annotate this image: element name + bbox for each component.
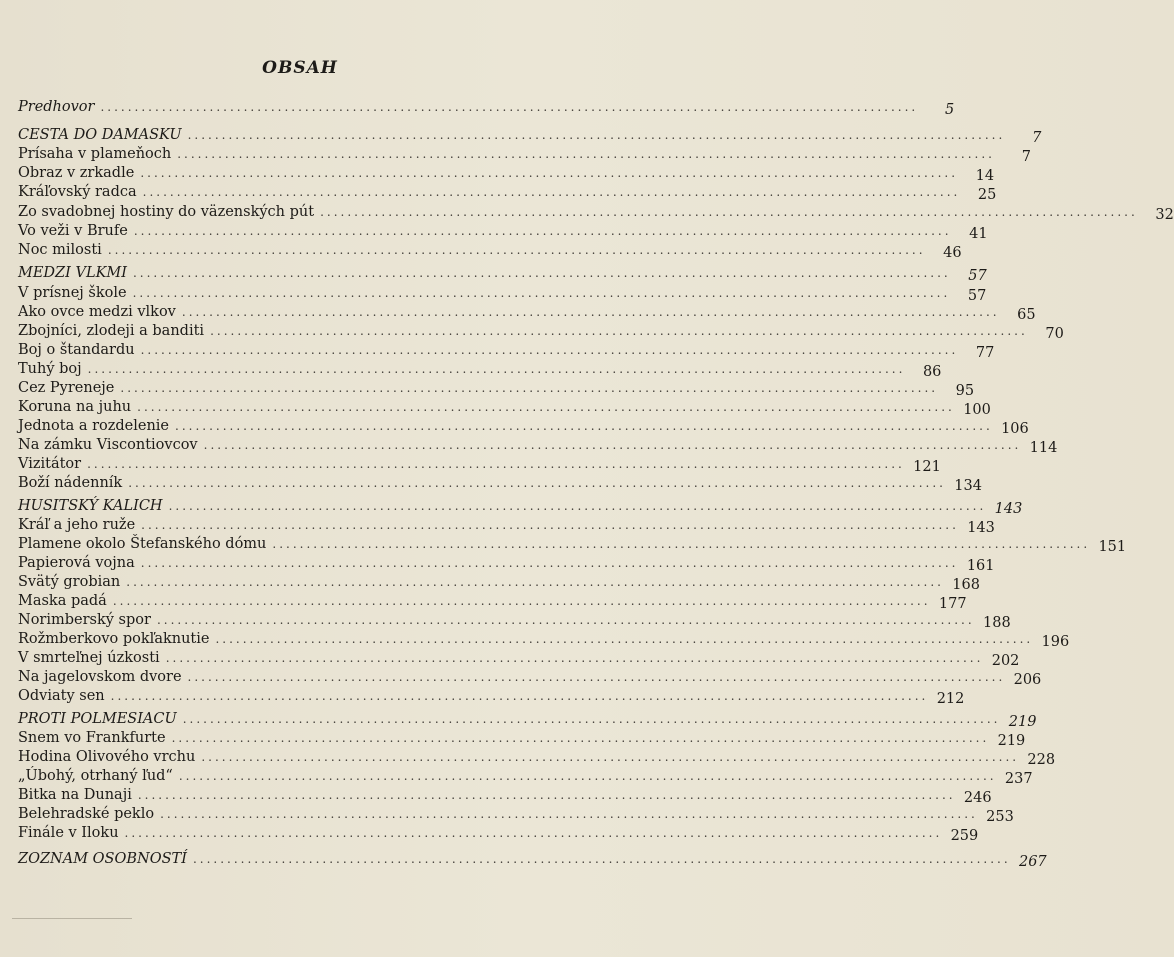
toc-entry-title: Odviaty sen	[18, 688, 105, 704]
toc-page-number: 7	[1021, 149, 1031, 165]
toc-entry-title: Kráľovský radca	[18, 184, 137, 200]
toc-page-number: 25	[977, 187, 997, 203]
toc-entry	[18, 339, 995, 361]
toc-entry	[18, 590, 967, 612]
dot-leader: ........................................................................................................................	[137, 788, 956, 802]
toc-entry-title: Svätý grobian	[18, 574, 121, 590]
dot-leader: ........................................................................................................................	[210, 324, 1028, 338]
toc-entry-title: Boží nádenník	[18, 475, 123, 491]
toc-page-number: 57	[968, 268, 987, 284]
toc-page-number: 65	[1017, 307, 1036, 323]
toc-entry	[18, 609, 1011, 631]
toc-page-number: 100	[963, 402, 991, 418]
dot-leader: ........................................................................................................................	[203, 438, 1022, 452]
dot-leader: ........................................................................................................................	[177, 147, 995, 161]
dot-leader: ........................................................................................................................	[140, 556, 959, 570]
toc-section-heading	[18, 495, 1023, 517]
toc-entry-title: Cez Pyreneje	[18, 380, 115, 396]
toc-section-heading	[18, 708, 1037, 730]
toc-entry-title: Hodina Olivového vrchu	[18, 749, 196, 765]
dot-leader: ........................................................................................................................	[171, 731, 990, 745]
toc-page-number: 143	[967, 520, 995, 536]
toc-entry	[18, 765, 1033, 787]
toc-entry-title: Prísaha v plameňoch	[18, 146, 172, 162]
toc-entry-title: PROTI POLMESIACU	[18, 711, 177, 727]
dot-leader: ........................................................................................................................	[156, 613, 975, 627]
toc-page-number: 206	[1013, 672, 1042, 688]
toc-entry	[18, 201, 1174, 223]
dot-leader: ........................................................................................................................	[100, 100, 919, 114]
dot-leader: ........................................................................................................................	[187, 670, 1006, 684]
toc-entry	[18, 666, 1042, 688]
dot-leader: ........................................................................................................................	[126, 575, 944, 589]
toc-entry-title: Na zámku Viscontiovcov	[18, 437, 198, 453]
dot-leader: ........................................................................................................................	[140, 343, 959, 357]
dot-leader: ........................................................................................................................	[181, 305, 1000, 319]
toc-entry	[18, 803, 1014, 825]
dot-leader: ........................................................................................................................	[107, 243, 926, 257]
toc-section-heading	[18, 262, 987, 284]
toc-entry-title: Boj o štandardu	[18, 342, 135, 358]
toc-page-number: 151	[1098, 539, 1127, 555]
dot-leader: ........................................................................................................................	[160, 807, 978, 821]
toc-entry	[18, 552, 995, 574]
toc-entry	[18, 220, 988, 242]
toc-entry-title: HUSITSKÝ KALICH	[18, 498, 163, 514]
toc-entry	[18, 514, 995, 536]
toc-page-number: 161	[966, 558, 995, 574]
dot-leader: ........................................................................................................................	[132, 286, 951, 300]
dot-leader: ........................................................................................................................	[168, 499, 987, 513]
toc-page-number: 57	[967, 288, 987, 304]
dot-leader: ........................................................................................................................	[137, 400, 955, 414]
toc-section-heading	[18, 848, 1047, 870]
toc-entry-title: Koruna na juhu	[18, 399, 132, 415]
toc-entry-title: CESTA DO DAMASKU	[18, 127, 182, 143]
dot-leader: ........................................................................................................................	[128, 476, 946, 490]
toc-entry-title: Kráľ a jeho ruže	[18, 517, 136, 533]
toc-entry	[18, 377, 975, 399]
toc-entry-title: Finále v Iloku	[18, 825, 119, 841]
toc-entry	[18, 415, 1029, 437]
toc-entry-title: Jednota a rozdelenie	[18, 418, 170, 434]
toc-entry-title: Vo veži v Brufe	[18, 223, 128, 239]
toc-section-heading	[18, 96, 955, 118]
toc-entry	[18, 301, 1036, 323]
toc-page-number: 86	[922, 364, 942, 380]
toc-page-number: 228	[1027, 752, 1056, 768]
dot-leader: ........................................................................................................................	[120, 381, 939, 395]
toc-page-number: 106	[1001, 421, 1029, 437]
toc-page-number: 14	[975, 168, 995, 184]
toc-entry	[18, 282, 987, 304]
toc-entry	[18, 320, 1064, 342]
toc-page-number: 121	[913, 459, 941, 475]
toc-page-number: 77	[975, 345, 995, 361]
toc-entry-title: „Úbohý, otrhaný ľud“	[18, 768, 173, 784]
dot-leader: ........................................................................................................................	[175, 419, 993, 433]
toc-entry	[18, 533, 1127, 555]
dot-leader: ........................................................................................................................	[192, 852, 1011, 866]
toc-entry	[18, 727, 1026, 749]
toc-page-number: 70	[1045, 326, 1064, 342]
toc-entry-title: Obraz v zrkadle	[18, 165, 135, 181]
toc-page-number: 168	[952, 577, 980, 593]
toc-entry	[18, 358, 942, 380]
dot-leader: ........................................................................................................................	[182, 712, 1001, 726]
toc-entry-title: V prísnej škole	[18, 285, 127, 301]
toc-page-number: 237	[1004, 771, 1033, 787]
toc-entry-title: Bitka na Dunaji	[18, 787, 132, 803]
toc-entry-title: Na jagelovskom dvore	[18, 669, 182, 685]
dot-leader: ........................................................................................................................	[87, 457, 905, 471]
toc-page-number: 95	[955, 383, 975, 399]
page-title: OBSAH	[262, 58, 338, 78]
dot-leader: ........................................................................................................................	[132, 266, 951, 280]
dot-leader: ........................................................................................................................	[178, 769, 997, 783]
toc-page-number: 212	[936, 691, 965, 707]
toc-page-number: 7	[1032, 130, 1042, 146]
dot-leader: ........................................................................................................................	[142, 185, 961, 199]
toc-page-number: 134	[954, 478, 982, 494]
footnote-rule	[12, 918, 132, 919]
dot-leader: ........................................................................................................................	[320, 205, 1138, 219]
toc-entry	[18, 472, 982, 494]
dot-leader: ........................................................................................................................	[87, 362, 906, 376]
toc-entry	[18, 571, 980, 593]
toc-entry-title: Ako ovce medzi vlkov	[18, 304, 176, 320]
toc-page-number: 188	[983, 615, 1011, 631]
toc-entry-title: Belehradské peklo	[18, 806, 155, 822]
dot-leader: ........................................................................................................................	[141, 518, 959, 532]
toc-entry-title: Plamene okolo Štefanského dómu	[18, 536, 267, 552]
toc-entry-title: MEDZI VLKMI	[18, 265, 127, 281]
toc-page-number: 219	[997, 733, 1026, 749]
toc-entry	[18, 784, 992, 806]
toc-page-number: 41	[969, 226, 988, 242]
toc-entry	[18, 746, 1056, 768]
toc-entry	[18, 685, 965, 707]
toc-entry-title: V smrteľnej úzkosti	[18, 650, 160, 666]
dot-leader: ........................................................................................................................	[187, 128, 1006, 142]
toc-entry-title: Zbojníci, zlodeji a banditi	[18, 323, 205, 339]
toc-page-number: 259	[950, 828, 979, 844]
dot-leader: ........................................................................................................................	[112, 594, 931, 608]
toc-page-number: 32	[1155, 207, 1174, 223]
dot-leader: ........................................................................................................................	[201, 750, 1020, 764]
toc-entry	[18, 628, 1070, 650]
toc-entry	[18, 453, 941, 475]
dot-leader: ........................................................................................................................	[110, 689, 929, 703]
toc-page-number: 196	[1041, 634, 1070, 650]
toc-entry	[18, 396, 991, 418]
toc-page-number: 267	[1018, 854, 1047, 870]
toc-entry	[18, 181, 997, 203]
dot-leader: ........................................................................................................................	[124, 826, 943, 840]
toc-page-number: 202	[991, 653, 1020, 669]
toc-entry-title: Rožmberkovo pokľaknutie	[18, 631, 210, 647]
dot-leader: ........................................................................................................................	[215, 632, 1034, 646]
toc-entry	[18, 647, 1020, 669]
toc-entry-title: Papierová vojna	[18, 555, 135, 571]
toc-entry-title: Norimberský spor	[18, 612, 151, 628]
toc-page-number: 143	[994, 501, 1023, 517]
dot-leader: ........................................................................................................................	[272, 537, 1091, 551]
toc-entry	[18, 162, 995, 184]
toc-entry-title: Noc milosti	[18, 242, 102, 258]
toc-entry-title: Maska padá	[18, 593, 107, 609]
toc-entry-title: Predhovor	[18, 99, 95, 115]
toc-page-number: 114	[1029, 440, 1058, 456]
toc-entry	[18, 143, 1031, 165]
toc-entry-title: Tuhý boj	[18, 361, 82, 377]
toc-page-number: 253	[986, 809, 1014, 825]
toc-page-number: 46	[943, 245, 962, 261]
dot-leader: ........................................................................................................................	[133, 224, 952, 238]
toc-page-number: 246	[963, 790, 992, 806]
toc-entry	[18, 239, 962, 261]
dot-leader: ........................................................................................................................	[165, 651, 984, 665]
toc-page-number: 177	[938, 596, 967, 612]
toc-entry-title: Snem vo Frankfurte	[18, 730, 166, 746]
toc-entry-title: ZOZNAM OSOBNOSTÍ	[18, 851, 187, 867]
toc-entry-title: Vizitátor	[18, 456, 82, 472]
toc-entry	[18, 822, 979, 844]
toc-entry-title: Zo svadobnej hostiny do väzenských pút	[18, 204, 315, 220]
toc-page-number: 219	[1008, 714, 1037, 730]
toc-entry	[18, 434, 1058, 456]
toc-page-number: 5	[944, 102, 955, 118]
dot-leader: ........................................................................................................................	[140, 166, 959, 180]
toc-section-heading	[18, 124, 1042, 146]
